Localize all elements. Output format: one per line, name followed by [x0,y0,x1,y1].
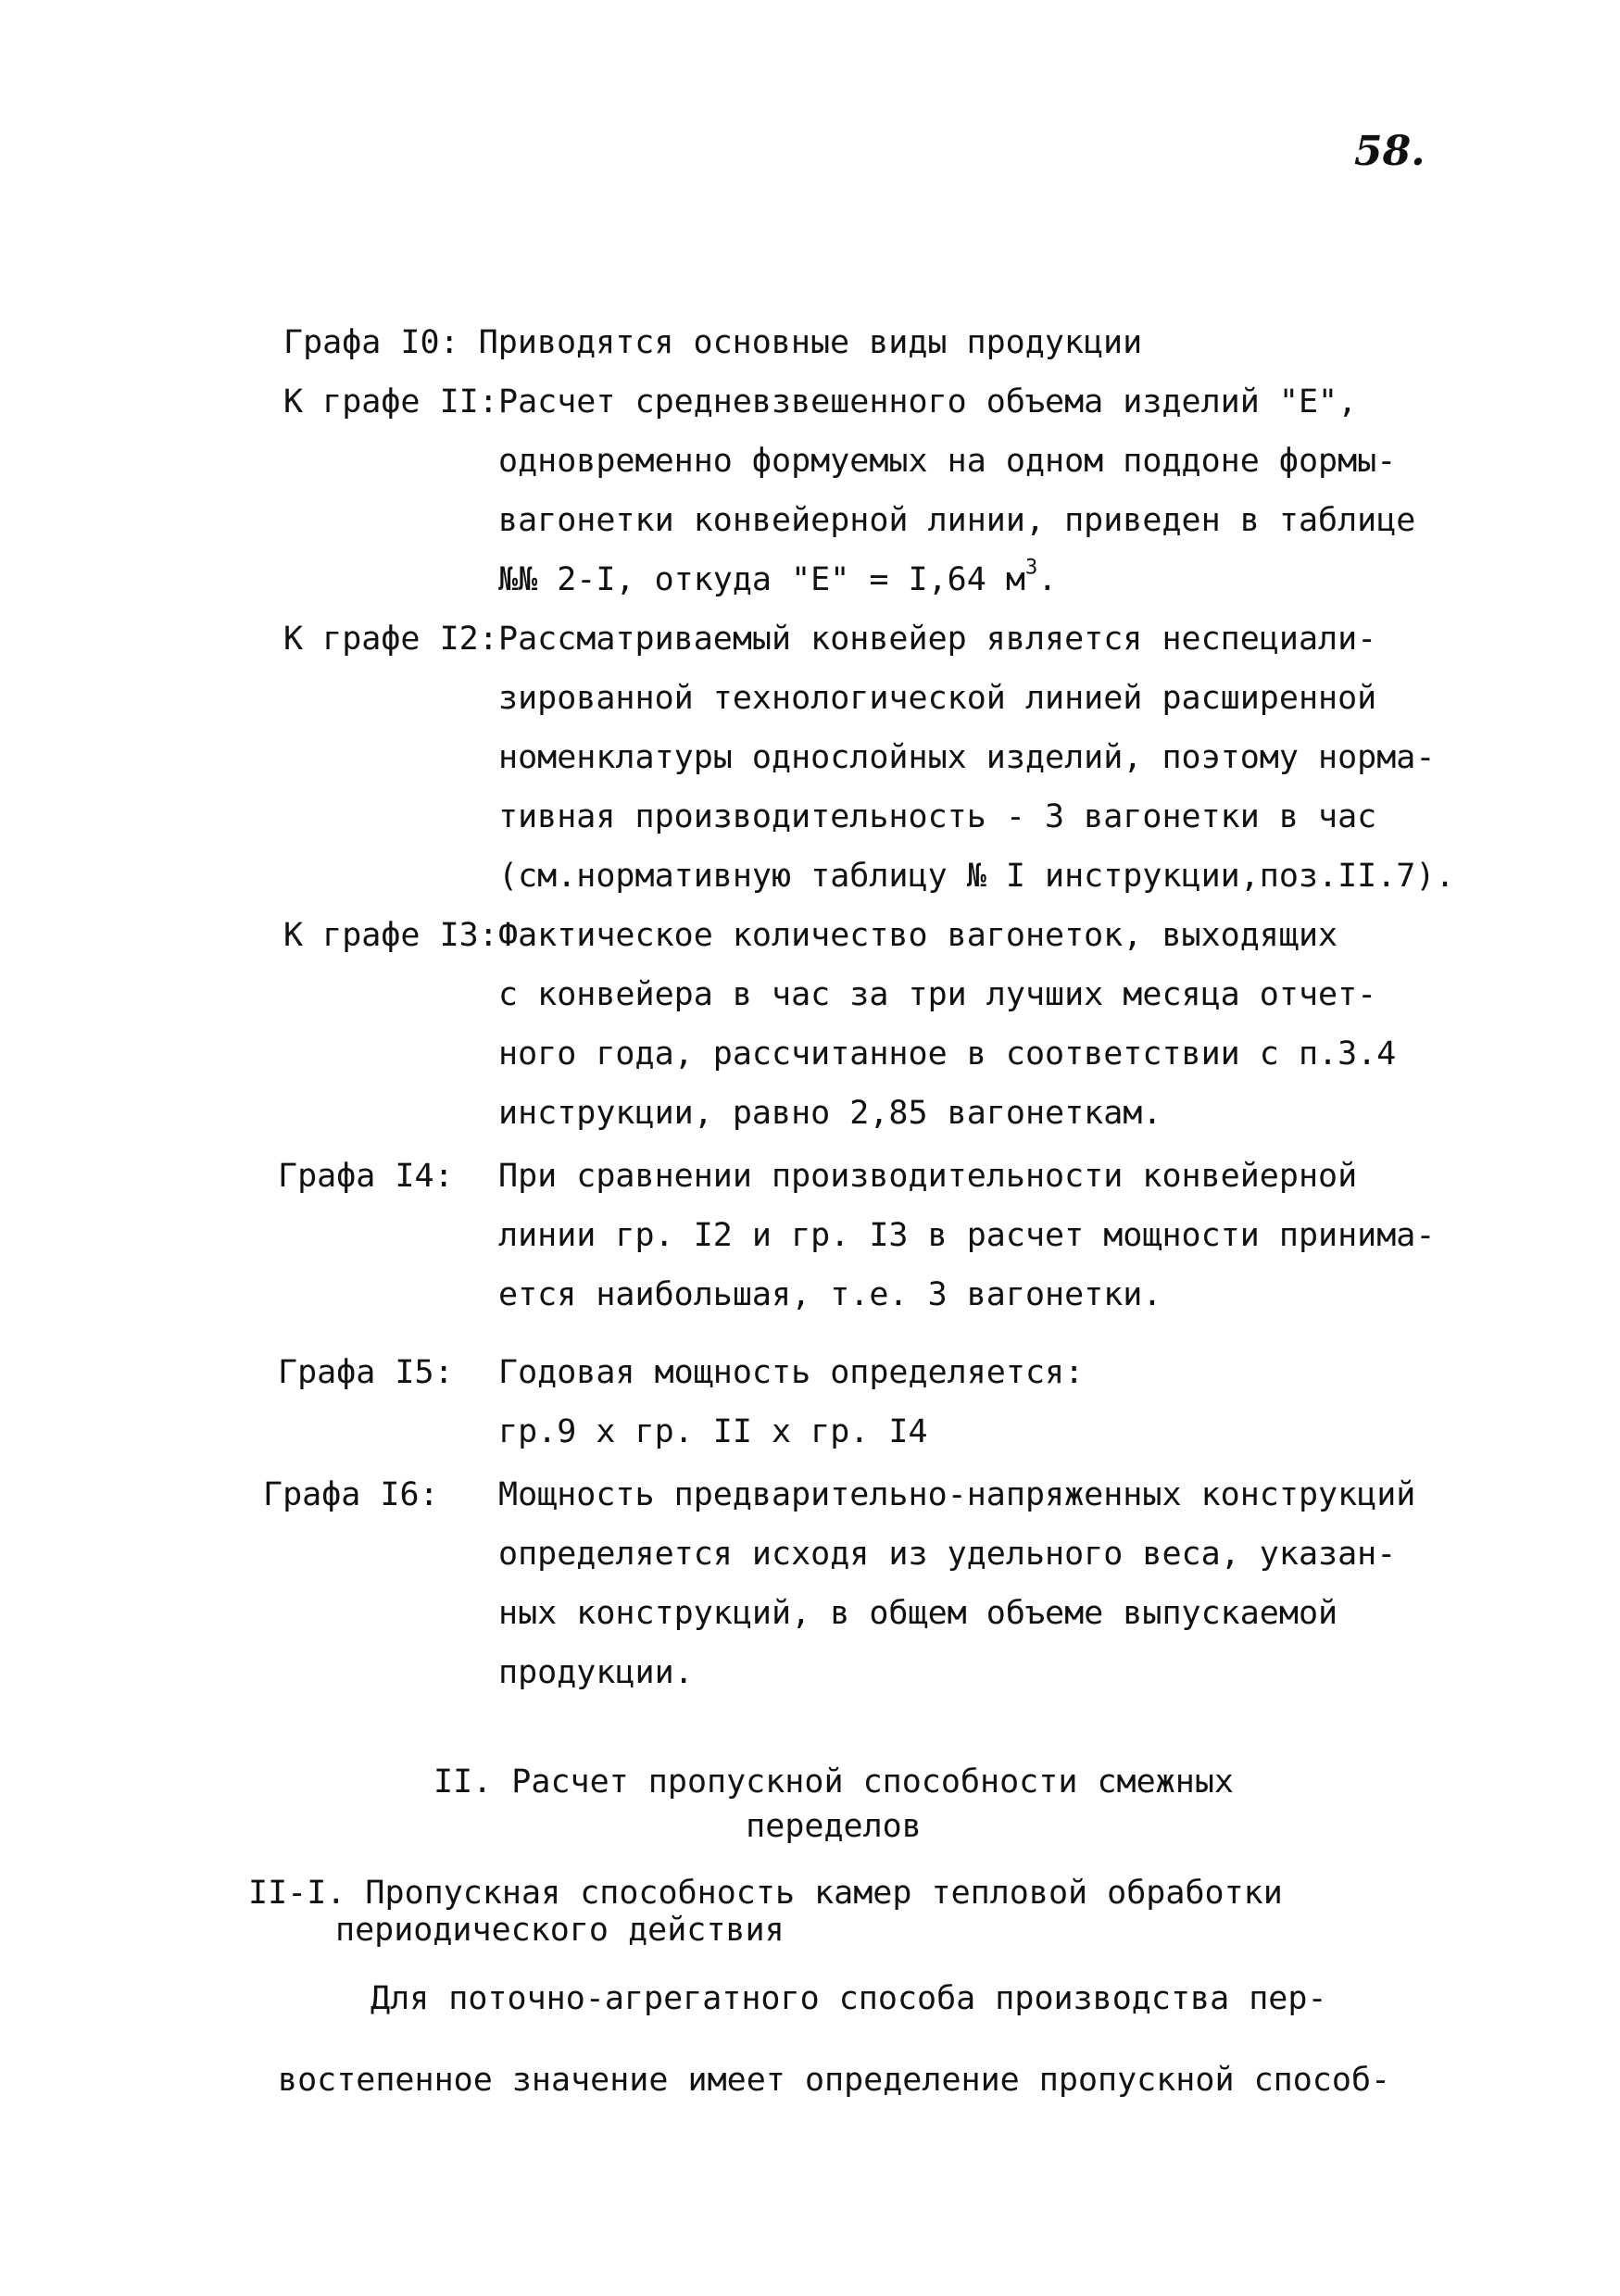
entry-label: Графа I6: [263,1476,439,1513]
text-line: гр.9 х гр. II х гр. I4 [498,1413,928,1450]
text-line: При сравнении производительности конвейерной [498,1158,1358,1195]
subsection-title-line: II-I. Пропускная способность камер тепловой обработки [248,1875,1283,1912]
text-line: Фактическое количество вагонеток, выходящих [498,917,1338,954]
entry-text [498,906,1425,1143]
section-title-line: переделов [746,1808,922,1845]
page-number: 58. [1354,128,1425,175]
text-line: (см.нормативную таблицу № I инструкции,поз.II.7). [498,858,1455,895]
entry-grafa-10 [283,313,1142,372]
text-line: ных конструкций, в общем объеме выпускаемой [498,1595,1338,1632]
text-line: тивная производительность - 3 вагонетки в час [498,798,1377,835]
paragraph-line: Для поточно-агрегатного способа производства пер- [370,1980,1327,2017]
text-line: номенклатуры однослойных изделий, поэтому норма- [498,739,1436,776]
text-line: Рассматриваемый конвейер является неспециали- [498,621,1377,658]
entry-text [498,1343,1425,1462]
text-line: ного года, рассчитанное в соответствии с п.3.4 [498,1035,1397,1073]
entry-text [498,372,1425,609]
entry-label: Графа I5: [278,1354,454,1391]
subsection-title-line: периодического действия [335,1912,785,1949]
entry-label: Графа I0: [283,324,459,361]
entry-text [498,1465,1425,1702]
text-line [498,550,1425,609]
section-heading [278,1760,1389,1849]
paragraph-line: востепенное значение имеет определение пропускной способ- [278,2062,1391,2099]
entry-text [498,609,1455,906]
text-line: ется наибольшая, т.е. 3 вагонетки. [498,1276,1162,1313]
formula-text: №№ 2-I, откуда "Е" = I,64 м [498,561,1025,598]
section-title-line: II. Расчет пропускной способности смежных [433,1763,1234,1800]
text-line: инструкции, равно 2,85 вагонеткам. [498,1095,1162,1132]
entry-label: К графе I3: [283,917,498,954]
text-line: одновременно формуемых на одном поддоне формы- [498,443,1397,480]
text-line: определяется исходя из удельного веса, указан- [498,1536,1397,1573]
text-line: Годовая мощность определяется: [498,1354,1085,1391]
entry-text [498,1147,1436,1324]
entry-label: К графе II: [283,383,498,420]
entry-label: Графа I4: [278,1158,454,1195]
text-line: продукции. [498,1654,694,1691]
unit-exponent: 3 [1024,556,1038,580]
subsection-heading [248,1875,1452,1949]
text-line: Расчет средневзвешенного объема изделий "Е", [498,383,1358,420]
end-punctuation: . [1037,561,1058,598]
entry-label: К графе I2: [283,621,498,658]
text-line: вагонетки конвейерной линии, приведен в таблице [498,502,1416,539]
entry-text: Приводятся основные виды продукции [478,324,1143,361]
text-line: линии гр. I2 и гр. I3 в расчет мощности принима- [498,1217,1436,1254]
text-line: с конвейера в час за три лучших месяца отчет- [498,976,1377,1013]
text-line: Мощность предварительно-напряженных конструкций [498,1476,1416,1513]
text-line: зированной технологической линией расширенной [498,680,1377,717]
